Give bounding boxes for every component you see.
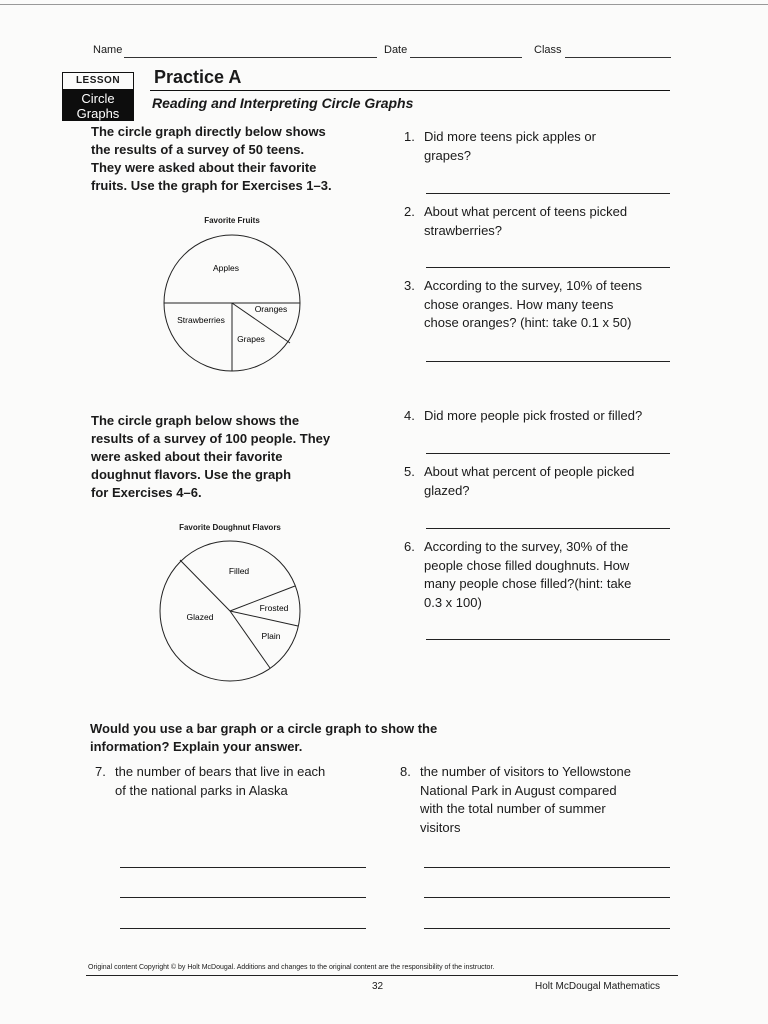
question-7: 7. the number of bears that live in each of the national parks in Alaska [95, 764, 326, 798]
answer-line-3[interactable] [426, 361, 670, 362]
question-3: 3. According to the survey, 10% of teens chose oranges. How many teens chose oranges? (hint: take 0.1 x 50) [404, 278, 642, 330]
section1-instructions: The circle graph directly below shows the results of a survey of 50 teens. They were asked about their favorite fruits. Use the graph for Exercises 1–3. [91, 124, 332, 193]
answer-line-5[interactable] [426, 528, 670, 529]
answer-line-7b[interactable] [120, 897, 366, 898]
answer-line-1[interactable] [426, 193, 670, 194]
publisher-name: Holt McDougal Mathematics [535, 981, 661, 992]
doughnut-label-frosted: Frosted [259, 603, 289, 613]
question-2: 2. About what percent of teens picked strawberries? [404, 204, 628, 238]
answer-line-8b[interactable] [424, 897, 670, 898]
doughnut-chart-title: Favorite Doughnut Flavors [179, 523, 281, 532]
doughnut-pie-chart [150, 532, 320, 692]
question-5: 5. About what percent of people picked glazed? [404, 464, 635, 498]
question-6: 6. According to the survey, 30% of the people chose filled doughnuts. How many people chose filled?(hint: take 0.3 x 100) [404, 539, 632, 610]
answer-line-7c[interactable] [120, 928, 366, 929]
name-label: Name [93, 44, 123, 56]
fruits-label-oranges: Oranges [254, 304, 288, 314]
fruits-pie-chart [150, 226, 320, 396]
answer-line-4[interactable] [426, 453, 670, 454]
answer-line-7a[interactable] [120, 867, 366, 868]
question-8: 8. the number of visitors to Yellowstone National Park in August compared with the total number of summer visitors [400, 764, 632, 835]
section3-instructions: Would you use a bar graph or a circle graph to show the information? Explain your answer. [90, 721, 438, 754]
lesson-name: Circle Graphs [62, 89, 134, 121]
class-field[interactable] [565, 45, 671, 58]
title-rule [150, 90, 670, 91]
date-field[interactable] [410, 45, 522, 58]
date-label: Date [384, 44, 408, 56]
question-4: 4. Did more people pick frosted or filled? [404, 408, 643, 423]
page-subtitle: Reading and Interpreting Circle Graphs [152, 95, 414, 111]
page-number: 32 [372, 981, 384, 992]
doughnut-label-filled: Filled [228, 566, 250, 576]
fruits-label-strawberries: Strawberries [177, 315, 225, 325]
footer-rule [86, 975, 678, 976]
name-field[interactable] [124, 45, 377, 58]
class-label: Class [534, 44, 562, 56]
fruits-label-apples: Apples [213, 263, 239, 273]
doughnut-label-plain: Plain [261, 631, 281, 641]
doughnut-label-glazed: Glazed [186, 612, 214, 622]
fruits-chart-title: Favorite Fruits [204, 216, 260, 225]
answer-line-6[interactable] [426, 639, 670, 640]
answer-line-8c[interactable] [424, 928, 670, 929]
question-1: 1. Did more teens pick apples or grapes? [404, 129, 596, 163]
copyright-note: Original content Copyright © by Holt McDougal. Additions and changes to the original content are the responsibility of the instructor. [88, 964, 495, 971]
doughnut-divider-glazed-filled [180, 560, 230, 611]
page-title: Practice A [154, 67, 242, 87]
fruits-label-grapes: Grapes [237, 334, 265, 344]
lesson-label: LESSON [62, 72, 134, 90]
section2-instructions: The circle graph below shows the results of a survey of 100 people. They were asked about their favorite doughnut flavors. Use the graph for Exercises 4–6. [91, 413, 331, 500]
answer-line-2[interactable] [426, 267, 670, 268]
answer-line-8a[interactable] [424, 867, 670, 868]
doughnut-divider-frosted-plain [230, 611, 298, 626]
top-rule [0, 4, 768, 5]
